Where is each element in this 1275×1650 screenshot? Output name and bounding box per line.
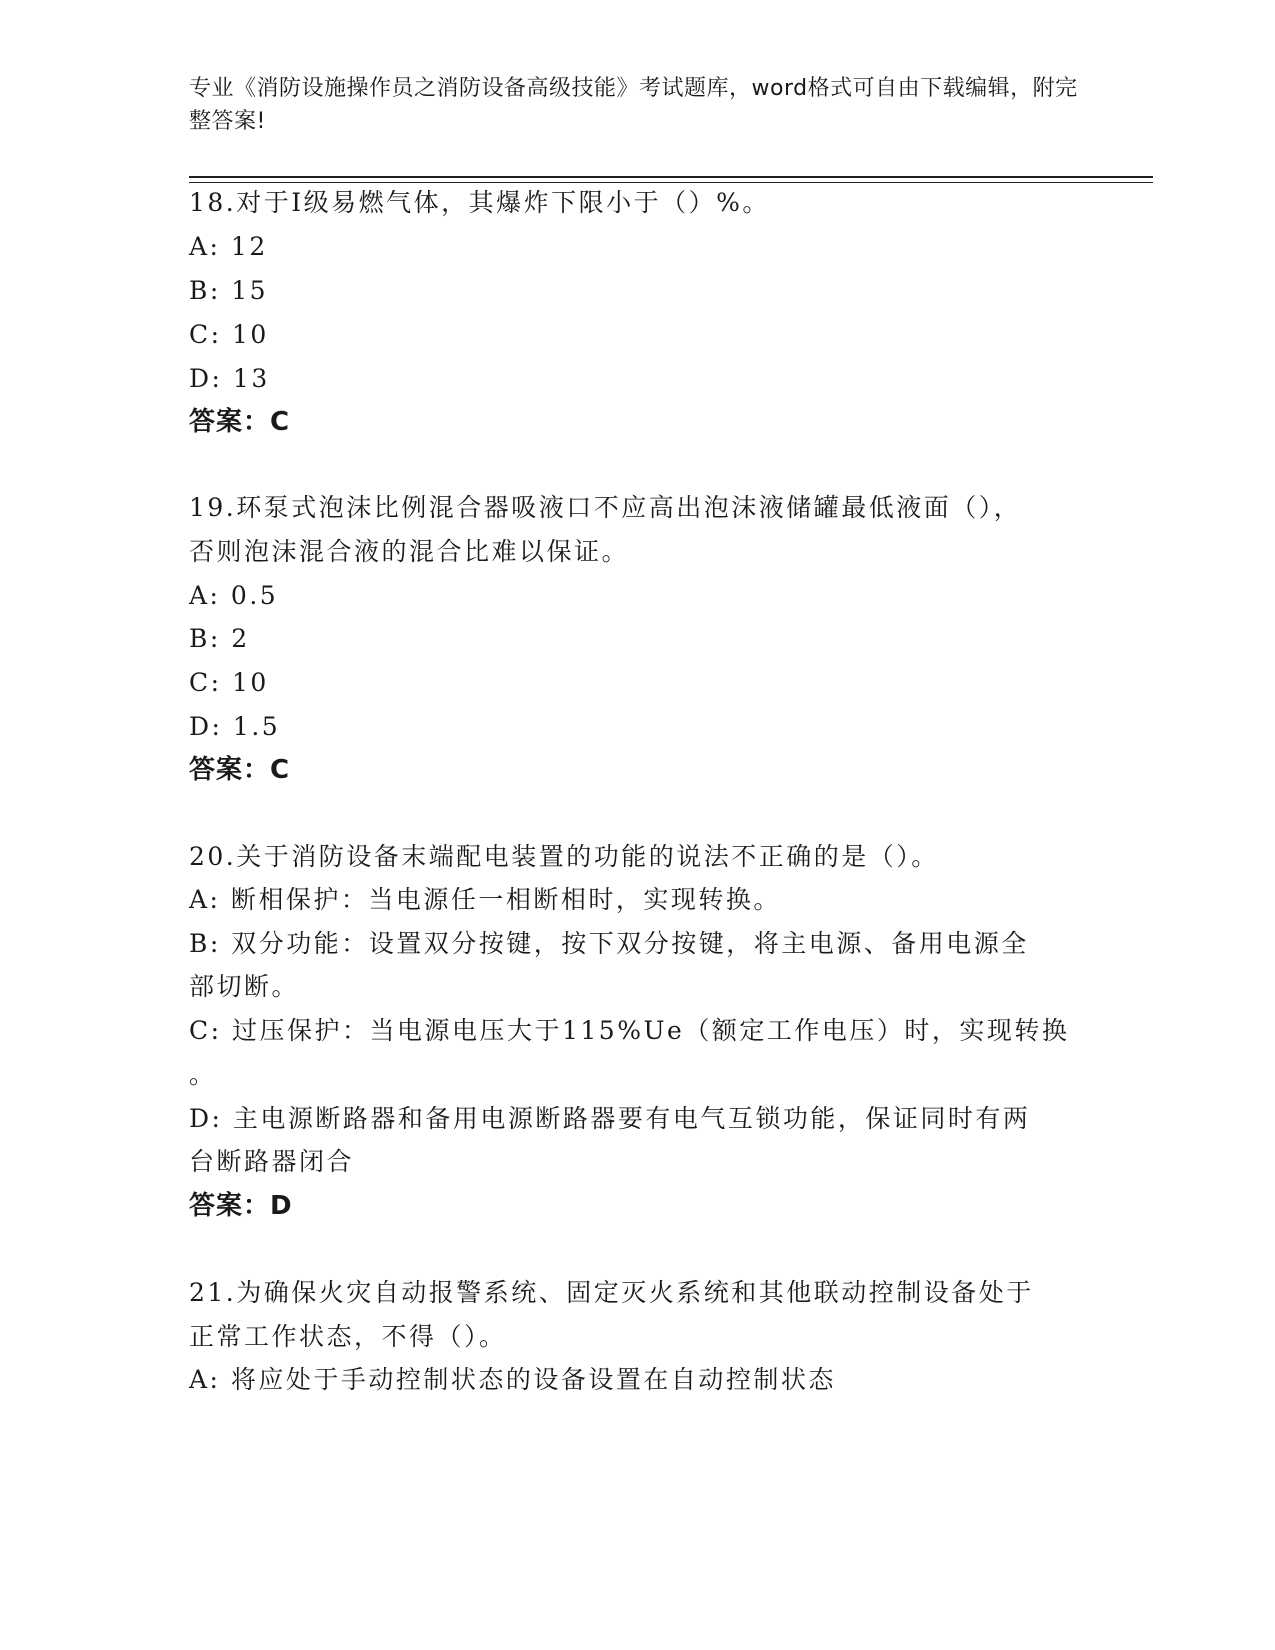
question-21-stem-line1: 21.为确保火灾自动报警系统、固定灭火系统和其他联动控制设备处于: [189, 1278, 1034, 1307]
question-19-option-a: A: 0.5: [189, 581, 279, 610]
question-20-stem: 20.关于消防设备末端配电装置的功能的说法不正确的是（）。: [189, 842, 939, 871]
question-19-stem-line2: 否则泡沫混合液的混合比难以保证。: [189, 537, 630, 566]
question-21-option-a: A: 将应处于手动控制状态的设备设置在自动控制状态: [189, 1365, 836, 1394]
question-20-option-d-line1: D: 主电源断路器和备用电源断路器要有电气互锁功能，保证同时有两: [189, 1104, 1031, 1133]
question-20-option-c-line2: 。: [189, 1060, 217, 1089]
question-19-option-b: B: 2: [189, 624, 250, 653]
question-20-option-c-line1: C: 过压保护：当电源电压大于115%Ue（额定工作电压）时，实现转换: [189, 1016, 1070, 1045]
question-18-option-a: A: 12: [189, 232, 268, 261]
header-rule-thick: [189, 176, 1153, 178]
question-20-option-d-line2: 台断路器闭合: [189, 1147, 355, 1176]
question-19-answer: 答案：C: [189, 755, 291, 785]
question-20-answer: 答案：D: [189, 1191, 293, 1221]
question-18-option-b: B: 15: [189, 276, 269, 305]
question-18-answer: 答案：C: [189, 407, 291, 437]
document-intro: 专业《消防设施操作员之消防设备高级技能》考试题库，word格式可自由下载编辑，附完整答案!: [189, 76, 1078, 134]
question-18-option-c: C: 10: [189, 320, 269, 349]
question-21-stem-line2: 正常工作状态，不得（）。: [189, 1322, 507, 1351]
question-18-stem: 18.对于Ⅰ级易燃气体，其爆炸下限小于（）%。: [189, 188, 770, 217]
question-19-option-c: C: 10: [189, 668, 269, 697]
header-rule-thin: [189, 182, 1153, 183]
question-19-stem-line1: 19.环泵式泡沫比例混合器吸液口不应高出泡沫液储罐最低液面（），: [189, 493, 1022, 522]
question-20-option-b-line2: 部切断。: [189, 972, 300, 1001]
question-19-option-d: D: 1.5: [189, 712, 281, 741]
question-18-option-d: D: 13: [189, 364, 270, 393]
question-20-option-b-line1: B: 双分功能：设置双分按键，按下双分按键，将主电源、备用电源全: [189, 929, 1029, 958]
question-20-option-a: A: 断相保护：当电源任一相断相时，实现转换。: [189, 885, 781, 914]
